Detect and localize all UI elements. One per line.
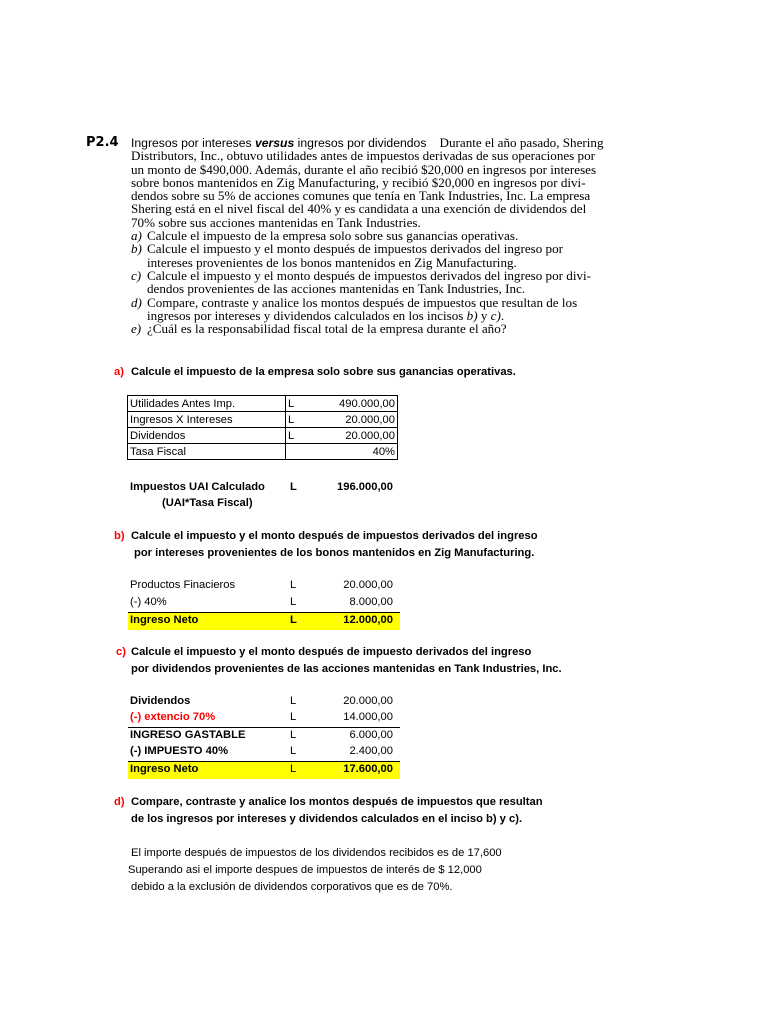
section-a-table	[127, 395, 398, 460]
item-ref-c: c)	[490, 307, 501, 323]
table-row	[128, 412, 398, 428]
problem-line: Distributors, Inc., obtuvo utilidades antes de impuestos derivadas de sus operaciones por	[131, 148, 596, 164]
currency-label: L	[290, 596, 297, 608]
result-value: 196.000,00	[337, 481, 393, 493]
row-value: 20.000,00	[343, 695, 393, 707]
problem-item-b	[131, 242, 631, 269]
item-line: dendos provenientes de las acciones mantenidas en Tank Industries, Inc.	[147, 281, 526, 297]
section-a-result-note: (UAI*Tasa Fiscal)	[162, 497, 253, 509]
item-ref-mid: y	[477, 307, 491, 323]
item-line: Calcule el impuesto y el monto después de impuestos derivados del ingreso por divi-	[147, 267, 592, 283]
problem-title-part2: ingresos por dividendos	[294, 136, 427, 150]
section-d-letter: d)	[114, 796, 125, 808]
item-line	[147, 309, 631, 322]
currency-label: L	[290, 579, 297, 591]
item-line: Compare, contraste y analice los montos después de impuestos que resultan de los	[147, 294, 578, 310]
table-row	[128, 428, 398, 444]
currency-label: L	[290, 481, 297, 493]
item-letter: a)	[131, 228, 142, 244]
problem-item-c	[131, 269, 631, 296]
section-b-heading-line1: Calcule el impuesto y el monto después de impuestos derivados del ingreso	[131, 530, 538, 542]
problem-line: 70% sobre sus acciones mantenidas en Tank Industries.	[131, 214, 421, 230]
section-b-letter: b)	[114, 530, 125, 542]
problem-title-part1: Ingresos por intereses	[131, 136, 255, 150]
section-b-heading-line2: por intereses provenientes de los bonos mantenidos en Zig Manufacturing.	[134, 547, 535, 559]
section-b-net-row	[128, 612, 400, 630]
currency-label: L	[290, 763, 297, 775]
section-a-heading: Calcule el impuesto de la empresa solo sobre sus ganancias operativas.	[131, 366, 516, 378]
currency-label: L	[288, 397, 295, 410]
item-line: Calcule el impuesto y el monto después de impuestos derivados del ingreso por	[147, 241, 564, 257]
currency-label: L	[290, 745, 297, 757]
row-label: Ingreso Neto	[130, 763, 199, 775]
row-label: (-) extencio 70%	[130, 711, 216, 723]
section-d-heading-line2: de los ingresos por intereses y dividendos calculados en el inciso b) y c).	[131, 813, 523, 825]
section-a-letter: a)	[114, 366, 124, 378]
section-c-heading-line1: Calcule el impuesto y el monto después de impuesto derivados del ingreso	[131, 646, 532, 658]
item-line: ¿Cuál es la responsabilidad fiscal total de la empresa durante el año?	[147, 321, 507, 337]
item-letter: b)	[131, 241, 142, 257]
problem-intro-text: Durante el año pasado, Shering	[426, 135, 604, 150]
row-value: 17.600,00	[343, 763, 393, 775]
row-label: Ingreso Neto	[130, 614, 199, 626]
row-value: 8.000,00	[349, 596, 393, 608]
section-b-row	[128, 595, 400, 612]
section-c-heading-line2: por dividendos provenientes de las acciones mantenidas en Tank Industries, Inc.	[131, 663, 562, 675]
problem-line: un monto de $490,000. Además, durante el año recibió $20,000 en ingresos por intereses	[131, 161, 597, 177]
currency-label: L	[288, 429, 295, 442]
row-label: INGRESO GASTABLE	[130, 729, 246, 741]
row-label: Dividendos	[130, 695, 191, 707]
item-ref-b: b)	[466, 307, 478, 323]
section-c-row	[128, 694, 400, 711]
amount: 20.000,00	[345, 413, 395, 426]
currency-label: L	[290, 614, 297, 626]
item-line: intereses provenientes de los bonos mantenidos en Zig Manufacturing.	[147, 254, 517, 270]
problem-line: dendos sobre su 5% de acciones comunes que tenía en Tank Industries, Inc. La empresa	[131, 188, 591, 204]
item-letter: d)	[131, 294, 142, 310]
row-label: (-) 40%	[130, 596, 167, 608]
section-b-row	[128, 578, 400, 595]
amount: 490.000,00	[339, 397, 395, 410]
table-cell-label: Tasa Fiscal	[128, 444, 286, 460]
section-d-paragraph-line: Superando asi el importe despues de impuestos de interés de $ 12,000	[128, 864, 482, 876]
row-value: 14.000,00	[343, 711, 393, 723]
problem-number: P2.4	[86, 135, 119, 150]
section-d-heading-line1: Compare, contraste y analice los montos después de impuestos que resultan	[131, 796, 543, 808]
section-d-paragraph-line: El importe después de impuestos de los dividendos recibidos es de 17,600	[131, 847, 502, 859]
table-cell-value	[286, 444, 398, 460]
item-ref-end: .	[500, 307, 505, 323]
currency-label: L	[290, 711, 297, 723]
problem-item-d	[131, 296, 631, 323]
currency-label: L	[288, 413, 295, 426]
row-label: (-) IMPUESTO 40%	[130, 745, 229, 757]
section-c-row	[128, 710, 400, 727]
problem-line: sobre bonos mantenidos en Zig Manufacturing, y recibió $20,000 en ingresos por divi-	[131, 174, 586, 190]
row-value: 6.000,00	[349, 729, 393, 741]
row-label: Productos Finacieros	[130, 579, 236, 591]
problem-item-a	[131, 229, 631, 242]
section-c-net-row	[128, 761, 400, 779]
section-c-letter: c)	[116, 646, 126, 658]
problem-body	[131, 136, 631, 335]
problem-line: Shering está en el nivel fiscal del 40% y es candidata a una exención de dividendos del	[131, 201, 587, 217]
item-line: Calcule el impuesto de la empresa solo sobre sus ganancias operativas.	[147, 228, 519, 244]
result-label: Impuestos UAI Calculado	[130, 481, 265, 493]
section-c-row	[128, 727, 400, 745]
table-row	[128, 396, 398, 412]
table-cell-label: Ingresos X Intereses	[128, 412, 286, 428]
section-c-row	[128, 744, 400, 761]
amount: 40%	[372, 445, 395, 458]
table-cell-label: Utilidades Antes Imp.	[128, 396, 286, 412]
row-value: 12.000,00	[343, 614, 393, 626]
item-letter: e)	[131, 321, 142, 337]
problem-title-line	[131, 136, 631, 149]
currency-label: L	[290, 695, 297, 707]
section-a-result-row	[128, 480, 400, 497]
table-row	[128, 444, 398, 460]
table-cell-value	[286, 428, 398, 444]
currency-label: L	[290, 729, 297, 741]
section-d-paragraph-line: debido a la exclusión de dividendos corporativos que es de 70%.	[131, 881, 453, 893]
problem-item-e	[131, 322, 631, 335]
row-value: 20.000,00	[343, 579, 393, 591]
table-cell-label: Dividendos	[128, 428, 286, 444]
table-cell-value	[286, 412, 398, 428]
amount: 20.000,00	[345, 429, 395, 442]
problem-title-italic: versus	[254, 136, 295, 150]
table-cell-value	[286, 396, 398, 412]
item-line-text: ingresos por intereses y dividendos calculados en los incisos	[147, 307, 467, 323]
item-letter: c)	[131, 267, 142, 283]
row-value: 2.400,00	[349, 745, 393, 757]
